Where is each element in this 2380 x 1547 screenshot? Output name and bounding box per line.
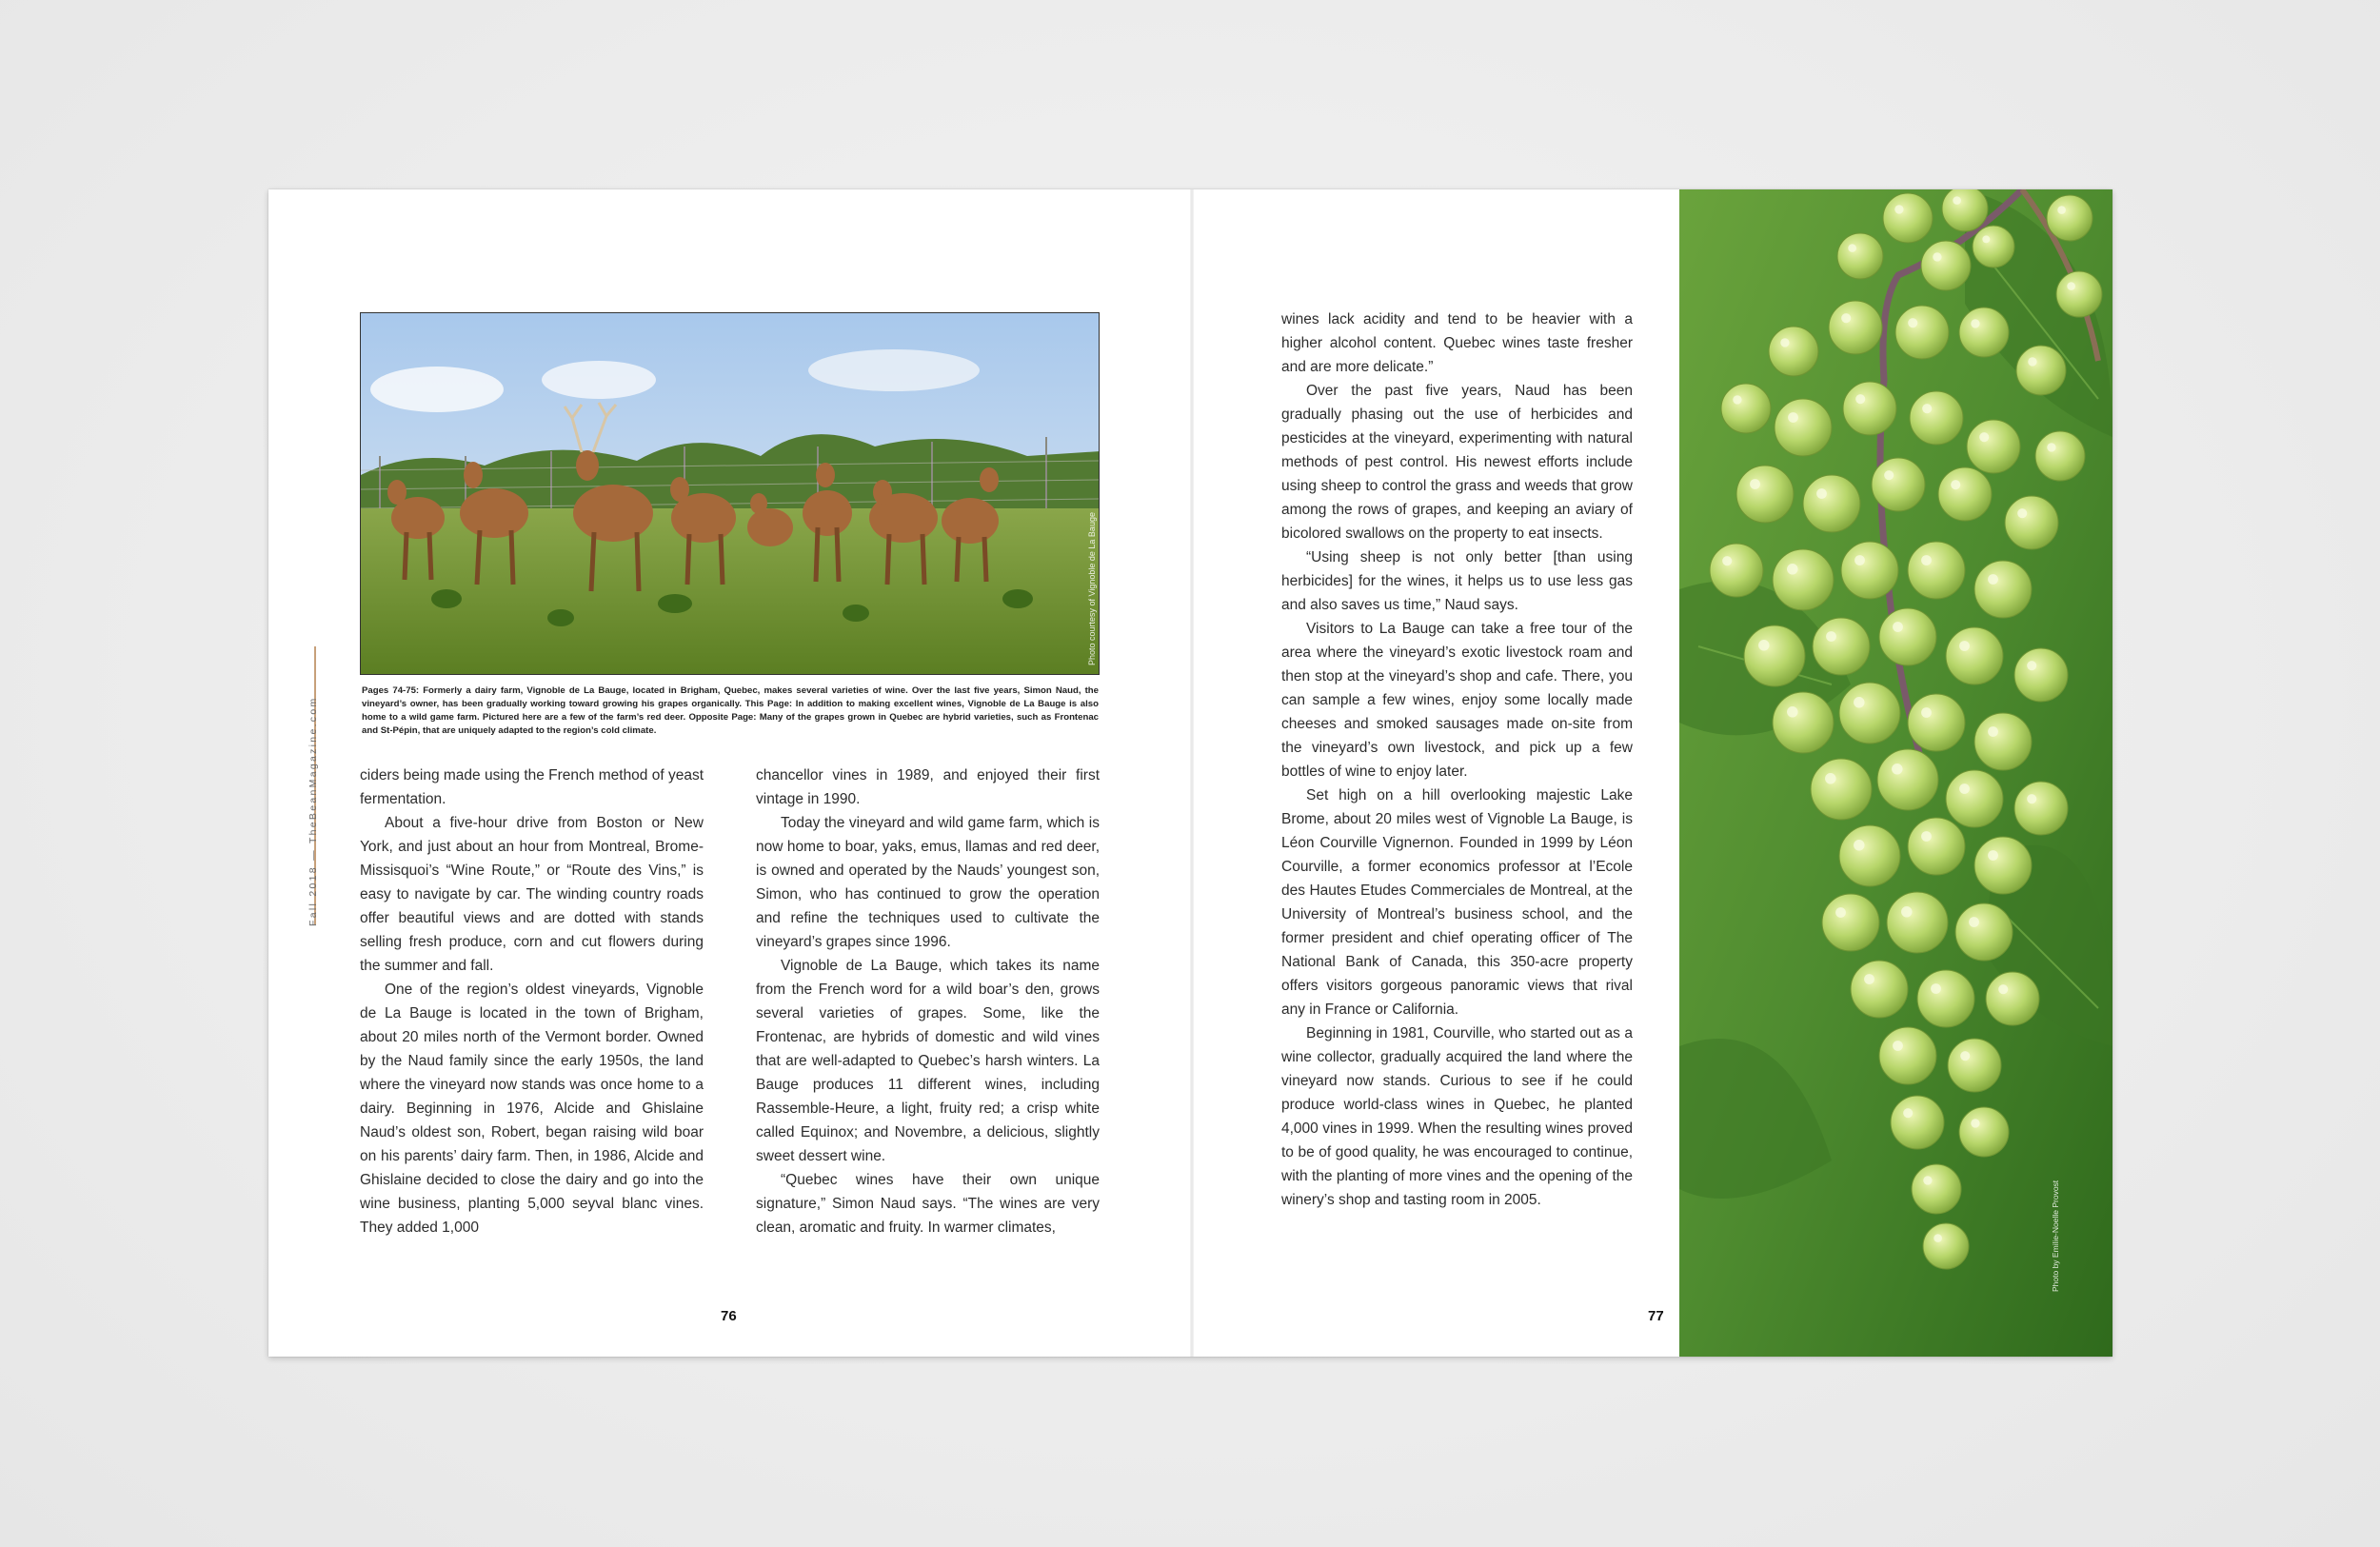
grape-berry [1841,542,1898,599]
grape-highlight [1841,313,1851,323]
grape-berry [2047,195,2092,241]
deer-photo-credit: Photo courtesy of Vignoble de La Bauge [1087,512,1097,665]
grape-berry [2056,271,2102,317]
grape-highlight [1971,1119,1979,1127]
grape-berry [1974,713,2032,770]
grape-highlight [1979,432,1989,442]
grape-highlight [1959,783,1970,794]
grape-highlight [2027,794,2036,803]
paragraph: Today the vineyard and wild game farm, which is now home to boar, yaks, emus, llamas and red deer, is owned and operated by the Nauds’ youngest son, Simon, who has continued to grow the operation and refine the techniques used to cultivate the vineyard’s grapes since 1996. [756,815,1100,950]
grape-berry [1883,193,1933,243]
grape-berry [2005,496,2058,549]
article-column-2 [756,764,1100,1240]
grape-highlight [2027,661,2036,670]
magazine-spread [268,189,2112,1357]
grape-highlight [1988,574,1998,585]
deer-photo [360,312,1100,675]
grape-highlight [1921,555,1932,565]
grape-highlight [1901,906,1913,918]
grape-berry [1710,544,1763,597]
grape-berry [1839,825,1900,886]
grape-berry [1912,1164,1961,1214]
grape-highlight [2028,357,2036,366]
spine-text: Fall 2018 — TheBeanMagazine.com [307,696,319,926]
grape-berry [1769,327,1818,376]
grape-berry [2016,346,2066,395]
grape-highlight [1903,1108,1913,1118]
grape-highlight [1855,394,1865,404]
grape-berry [1872,458,1925,511]
grape-highlight [1953,196,1961,205]
paragraph: Beginning in 1981, Courville, who started out as a wine collector, gradually acquired the land where the vineyard now stands. Curious to see if he could produce world-class wines in Quebec, he planted 4,000 vines in 1999. When the resulting wines proved to be of good quality, he was encouraged to continue, with the planting of more vines and the opening of the winery’s shop and tasting room in 2005. [1281,1025,1633,1208]
paragraph: Vignoble de La Bauge, which takes its name from the French word for a wild boar’s den, grows several varieties of grapes. Some, like the Frontenac, are hybrids of domestic and wild vines that are well-adapted to Quebec’s harsh winters. La Bauge produces 11 different wines, including Rassemble-Heure, a light, fruity red; a crisp white called Equinox; and Novembre, a delicious, slightly sweet dessert wine. [756,958,1100,1164]
grape-berry [1974,837,2032,894]
grape-berry [1773,549,1834,610]
grape-highlight [1750,479,1760,489]
grape-highlight [1931,983,1941,994]
grape-berry [1955,903,2013,961]
grape-highlight [1854,697,1865,708]
grape-highlight [1854,840,1865,851]
paragraph: ciders being made using the French method of yeast fermentation. [360,767,704,807]
grape-highlight [1854,555,1865,565]
grape-berry [1973,226,2014,268]
grape-berry [1910,391,1963,445]
article-column-3 [1281,307,1633,1212]
grape-berry [1803,475,1860,532]
paragraph: wines lack acidity and tend to be heavier with a higher alcohol content. Quebec wines taste fresher and are more delicate.” [1281,311,1633,375]
grape-highlight [1933,252,1941,261]
grape-highlight [1893,1041,1903,1051]
page-number-left: 76 [721,1308,737,1324]
grape-highlight [1848,244,1856,252]
grape-berry [1837,233,1883,279]
grape-berry [1921,241,1971,290]
grape-highlight [1894,205,1903,213]
grape-highlight [2057,206,2066,214]
grape-berry [1908,818,1965,875]
grape-berry [1851,961,1908,1018]
grape-berry [1946,627,2003,684]
paragraph: About a five-hour drive from Boston or New York, and just about an hour from Montreal, Brome-Missisquoi’s “Wine Route,” or “Route des Vins,” is easy to navigate by car. The winding country roads offer beautiful views and are dotted with stands selling fresh produce, corn and cut flowers during the summer and fall. [360,815,704,974]
grape-highlight [1969,917,1979,927]
grape-highlight [1758,640,1770,651]
grape-highlight [1922,404,1932,413]
grape-highlight [1835,907,1846,918]
grape-berry [1908,542,1965,599]
grape-berry [1891,1096,1944,1149]
article-column-1 [360,764,704,1240]
paragraph: chancellor vines in 1989, and enjoyed their first vintage in 1990. [756,767,1100,807]
paragraph: One of the region’s oldest vineyards, Vignoble de La Bauge is located in the town of Brigham, about 20 miles north of the Vermont border. Owned by the Naud family since the early 1950s, the land where the vineyard now stands was once home to a dairy. Beginning in 1976, Alcide and Ghislaine Naud’s oldest son, Robert, began raising wild boar on his parents’ dairy farm. Then, in 1986, Alcide and Ghislaine decided to close the dairy and go into the wine business, planting 5,000 seyval blanc vines. They added 1,000 [360,982,704,1236]
grape-highlight [1951,480,1960,489]
grape-berry [1773,692,1834,753]
grape-highlight [2067,282,2075,290]
paragraph: Visitors to La Bauge can take a free tour of the area where the vineyard’s exotic livestock roam and then stop at the vineyard’s shop and cafe. There, you can sample a few wines, enjoy some locally made cheeses and smoked sausages made on-site from the vineyard’s own livestock, and pick up a few bottles of wine to enjoy later. [1281,621,1633,780]
grape-berry [1877,749,1938,810]
grape-highlight [1960,1051,1970,1061]
grape-berry [1948,1039,2001,1092]
grape-berry [1895,306,1949,359]
grape-highlight [1893,622,1903,632]
grape-highlight [1921,831,1932,842]
grape-highlight [1971,319,1979,327]
grape-berry [1967,420,2020,473]
grape-berry [1839,683,1900,744]
grape-highlight [1988,726,1998,737]
paragraph: Over the past five years, Naud has been gradually phasing out the use of herbicides and pesticides at the vineyard, experimenting with natural methods of pest control. His newest efforts include using sheep to control the grass and weeds that grow among the rows of grapes, and keeping an aviary of bicolored swallows on the property to eat insects. [1281,383,1633,542]
grape-highlight [1825,773,1836,784]
grape-highlight [1826,631,1836,642]
grape-highlight [1780,338,1789,347]
grape-berry [1959,307,2009,357]
grape-highlight [2047,443,2055,451]
grape-berry [1986,972,2039,1025]
grape-berry [1744,625,1805,686]
grape-berry [1843,382,1896,435]
grape-highlight [1733,395,1741,404]
grape-highlight [1864,974,1874,984]
grape-berry [1811,759,1872,820]
grape-berry [2014,648,2068,702]
grape-highlight [1787,706,1798,718]
center-fold [1190,189,1194,1357]
grape-highlight [1998,984,2008,994]
grape-highlight [1884,470,1894,480]
grape-highlight [1982,235,1990,243]
grape-berry [1721,384,1771,433]
grape-berry [1887,892,1948,953]
grapes-photo-credit: Photo by Emilie-Noelle Provost [2051,1180,2060,1292]
grape-highlight [1959,641,1970,651]
grape-highlight [1788,412,1798,423]
grape-highlight [1988,850,1998,861]
paragraph: “Using sheep is not only better [than using herbicides] for the wines, it helps us to use less gas and also saves us time,” Naud says. [1281,549,1633,613]
grape-berry [1974,561,2032,618]
grape-highlight [1908,318,1917,327]
grape-highlight [1816,488,1827,499]
grape-berry [1879,1027,1936,1084]
grapes-photo [1679,189,2112,1357]
grape-berry [1946,770,2003,827]
grape-berry [2014,782,2068,835]
grape-highlight [1921,707,1932,718]
grape-highlight [1892,764,1903,775]
grape-berry [1938,467,1992,521]
grape-highlight [1934,1234,1942,1242]
grape-berry [1829,301,1882,354]
page-number-right: 77 [1648,1308,1664,1324]
grape-highlight [2017,508,2027,518]
grape-highlight [1787,564,1798,575]
grape-berry [1942,189,1988,231]
paragraph: “Quebec wines have their own unique signature,” Simon Naud says. “The wines are very clean, aromatic and fruity. In warmer climates, [756,1172,1100,1236]
grape-berry [1908,694,1965,751]
grape-berry [1879,608,1936,665]
grape-berry [1822,894,1879,951]
grape-berry [1775,399,1832,456]
grape-berry [1917,970,1974,1027]
photo-caption: Pages 74-75: Formerly a dairy farm, Vignoble de La Bauge, located in Brigham, Quebec, makes several varieties of wine. Over the last five years, Simon Naud, the vineyard’s owner, has been gradually working toward growing his grapes organically. This Page: In addition to making excellent wines, Vignoble de La Bauge is also home to a wild game farm. Pictured here are a few of the farm’s red deer. Opposite Page: Many of the grapes grown in Quebec are hybrid varieties, such as Frontenac and St-Pépin, that are uniquely adapted to the region’s cold climate. [362,685,1099,736]
grape-berry [1813,618,1870,675]
grape-highlight [1722,556,1732,565]
grape-highlight [1923,1176,1932,1184]
grape-berry [1923,1223,1969,1269]
grape-berry [2035,431,2085,481]
paragraph: Set high on a hill overlooking majestic Lake Brome, about 20 miles west of Vignoble La Bauge, is Léon Courville Vignernon. Founded in 1999 by Léon Courville, a former economics professor at l’Ecole des Hautes Etudes Commerciales de Montreal, at the University of Montreal’s business school, and the former president and chief operating officer of The National Bank of Canada, this 350-acre property offers visitors gorgeous panoramic views that rival any in France or California. [1281,787,1633,1018]
grape-berry [1736,466,1794,523]
grape-berry [1959,1107,2009,1157]
